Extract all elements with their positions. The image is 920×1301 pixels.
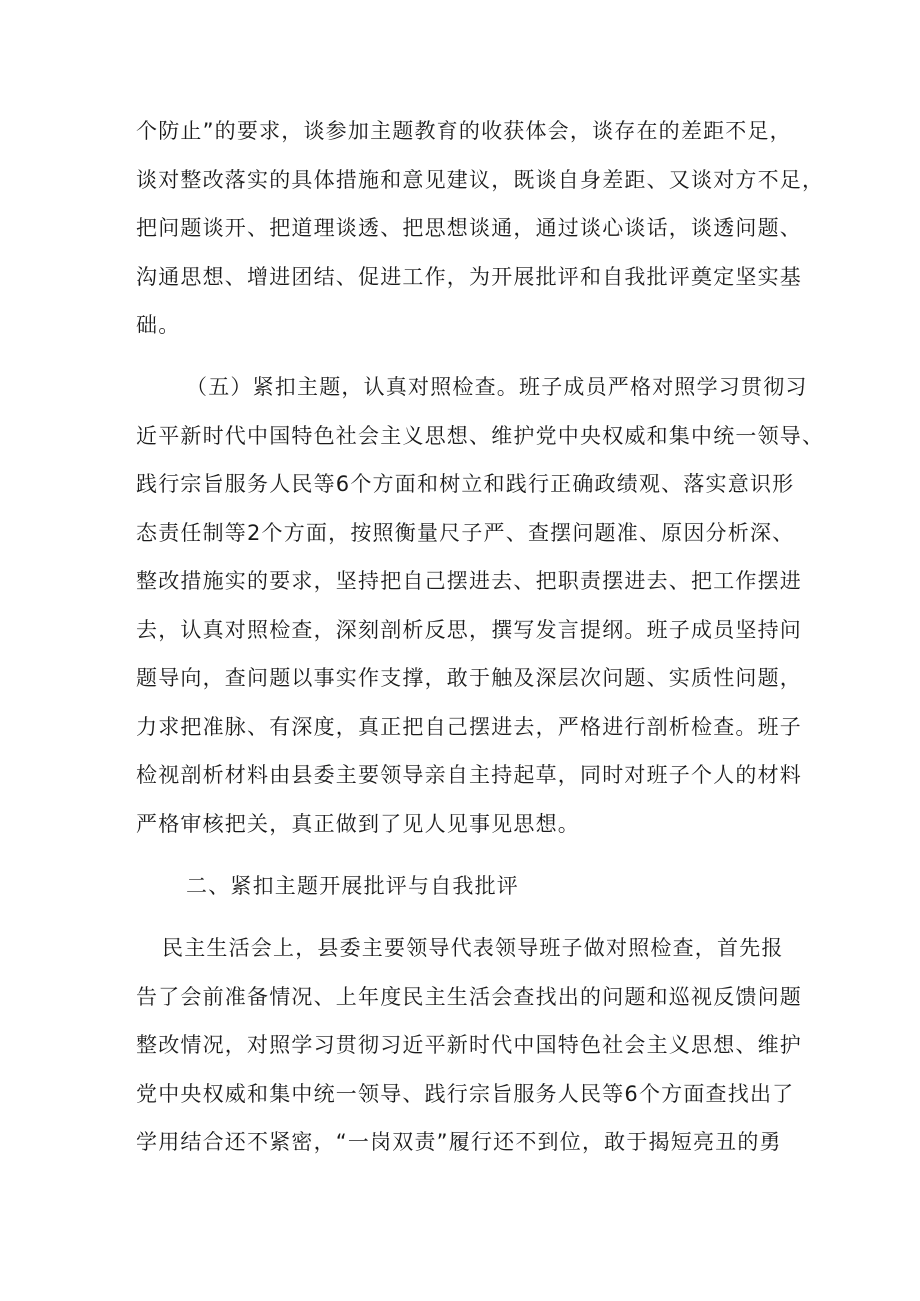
paragraph-line: 础。 xyxy=(136,313,181,337)
paragraph-line: 近平新时代中国特色社会主义思想、维护党中央权威和集中统一领导、 xyxy=(136,424,825,448)
paragraph-line: 告了会前准备情况、上年度民主生活会查找出的问题和巡视反馈问题 xyxy=(136,985,802,1009)
section-heading: 二、紧扣主题开展批评与自我批评 xyxy=(186,874,519,898)
paragraph-line: 整改情况，对照学习贯彻习近平新时代中国特色社会主义思想、维护 xyxy=(136,1033,802,1057)
paragraph-line: 力求把准脉、有深度，真正把自己摆进去，严格进行剖析检查。班子 xyxy=(136,715,802,739)
paragraph-line: 整改措施实的要求，坚持把自己摆进去、把职责摆进去、把工作摆进 xyxy=(136,569,802,593)
paragraph-line: 民主生活会上，县委主要领导代表领导班子做对照检查，首先报 xyxy=(162,936,784,960)
paragraph-line: 态责任制等2个方面，按照衡量尺子严、查摆问题准、原因分析深、 xyxy=(136,521,795,545)
paragraph-line: 谈对整改落实的具体措施和意见建议，既谈自身差距、又谈对方不足， xyxy=(136,168,825,192)
paragraph-line: 学用结合还不紧密，“一岗双责”履行还不到位，敢于揭短亮丑的勇 xyxy=(136,1130,782,1154)
paragraph-line: 去，认真对照检查，深刻剖析反思，撰写发言提纲。班子成员坚持问 xyxy=(136,618,802,642)
paragraph-line: 践行宗旨服务人民等6个方面和树立和践行正确政绩观、落实意识形 xyxy=(136,472,795,496)
paragraph-line: 把问题谈开、把道理谈透、把思想谈通，通过谈心谈话，谈透问题、 xyxy=(136,216,802,240)
paragraph-line: （五）紧扣主题，认真对照检查。班子成员严格对照学习贯彻习 xyxy=(186,375,808,399)
paragraph-line: 检视剖析材料由县委主要领导亲自主持起草，同时对班子个人的材料 xyxy=(136,763,802,787)
paragraph-line: 个防止”的要求，谈参加主题教育的收获体会，谈存在的差距不足， xyxy=(136,119,792,143)
paragraph-line: 严格审核把关，真正做到了见人见事见思想。 xyxy=(136,812,580,836)
paragraph-line: 题导向，查问题以事实作支撑，敢于触及深层次问题、实质性问题， xyxy=(136,666,802,690)
paragraph-line: 沟通思想、增进团结、促进工作，为开展批评和自我批评奠定坚实基 xyxy=(136,265,802,289)
paragraph-line: 党中央权威和集中统一领导、践行宗旨服务人民等6个方面查找出了 xyxy=(136,1082,795,1106)
